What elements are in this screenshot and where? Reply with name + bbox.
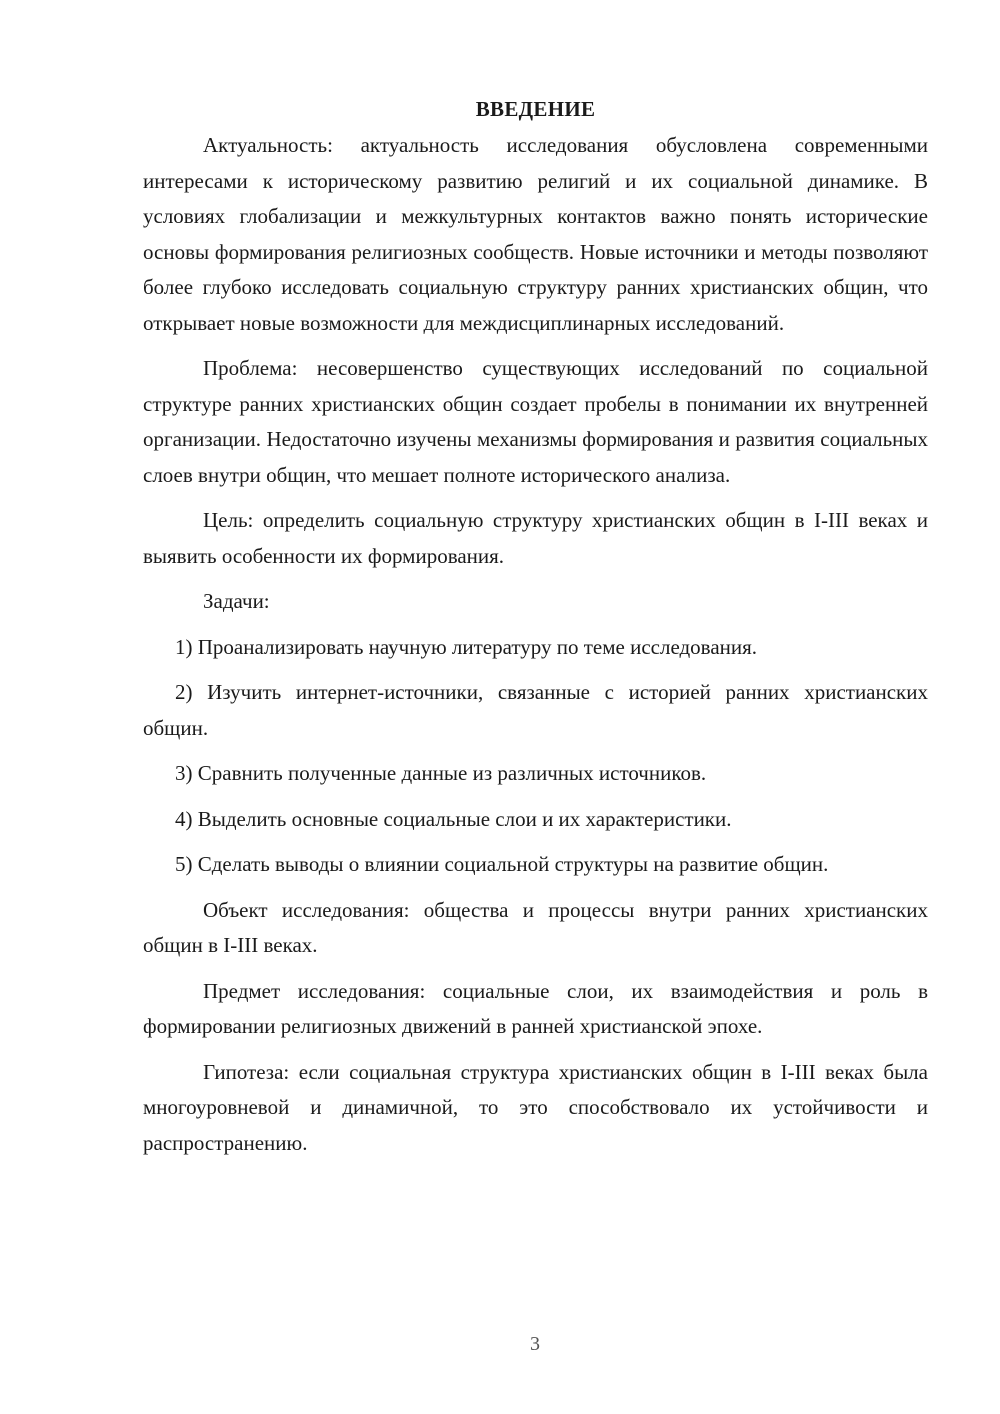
page-number: 3 bbox=[530, 1333, 540, 1355]
paragraph-problem: Проблема: несовершенство существующих исследований по социальной структуре ранних христианских общин создает пробелы в понимании их внутренней организации. Недостаточно изучены механизмы формирования и развития социальных слоев внутри общин, что мешает полноте исторического анализа. bbox=[143, 356, 928, 487]
task-item: 3) Сравнить полученные данные из различных источников. bbox=[175, 761, 707, 785]
document-page bbox=[143, 92, 928, 1161]
paragraph-subject: Предмет исследования: социальные слои, их взаимодействия и роль в формировании религиозных движений в ранней христианской эпохе. bbox=[143, 978, 928, 1038]
paragraph-hypothesis: Гипотеза: если социальная структура христианских общин в I-III веках была многоуровневой и динамичной, то это способствовало их устойчивости и распространению. bbox=[143, 1059, 928, 1155]
task-item: 5) Сделать выводы о влиянии социальной структуры на развитие общин. bbox=[175, 852, 829, 876]
task-item: 4) Выделить основные социальные слои и их характеристики. bbox=[175, 806, 732, 831]
tasks-heading: Задачи: bbox=[203, 589, 270, 613]
paragraph-relevance: Актуальность: актуальность исследования обусловлена современными интересами к историческому развитию религий и их социальной динамике. В условиях глобализации и межкультурных контактов важно понять исторические основы формирования религиозных сообществ. Новые источники и методы позволяют более глубоко исследовать социальную структуру ранних христианских общин, что открывает новые возможности для междисциплинарных исследований. bbox=[143, 133, 928, 335]
paragraph-object: Объект исследования: общества и процессы внутри ранних христианских общин в I-III веках. bbox=[143, 897, 928, 957]
paragraph-goal: Цель: определить социальную структуру христианских общин в I-III веках и выявить особенности их формирования. bbox=[143, 508, 928, 568]
task-item: 2) Изучить интернет-источники, связанные с историей ранних христианских общин. bbox=[143, 680, 928, 740]
task-item: 1) Проанализировать научную литературу по теме исследования. bbox=[175, 634, 758, 659]
section-title: ВВЕДЕНИЕ bbox=[475, 97, 596, 121]
